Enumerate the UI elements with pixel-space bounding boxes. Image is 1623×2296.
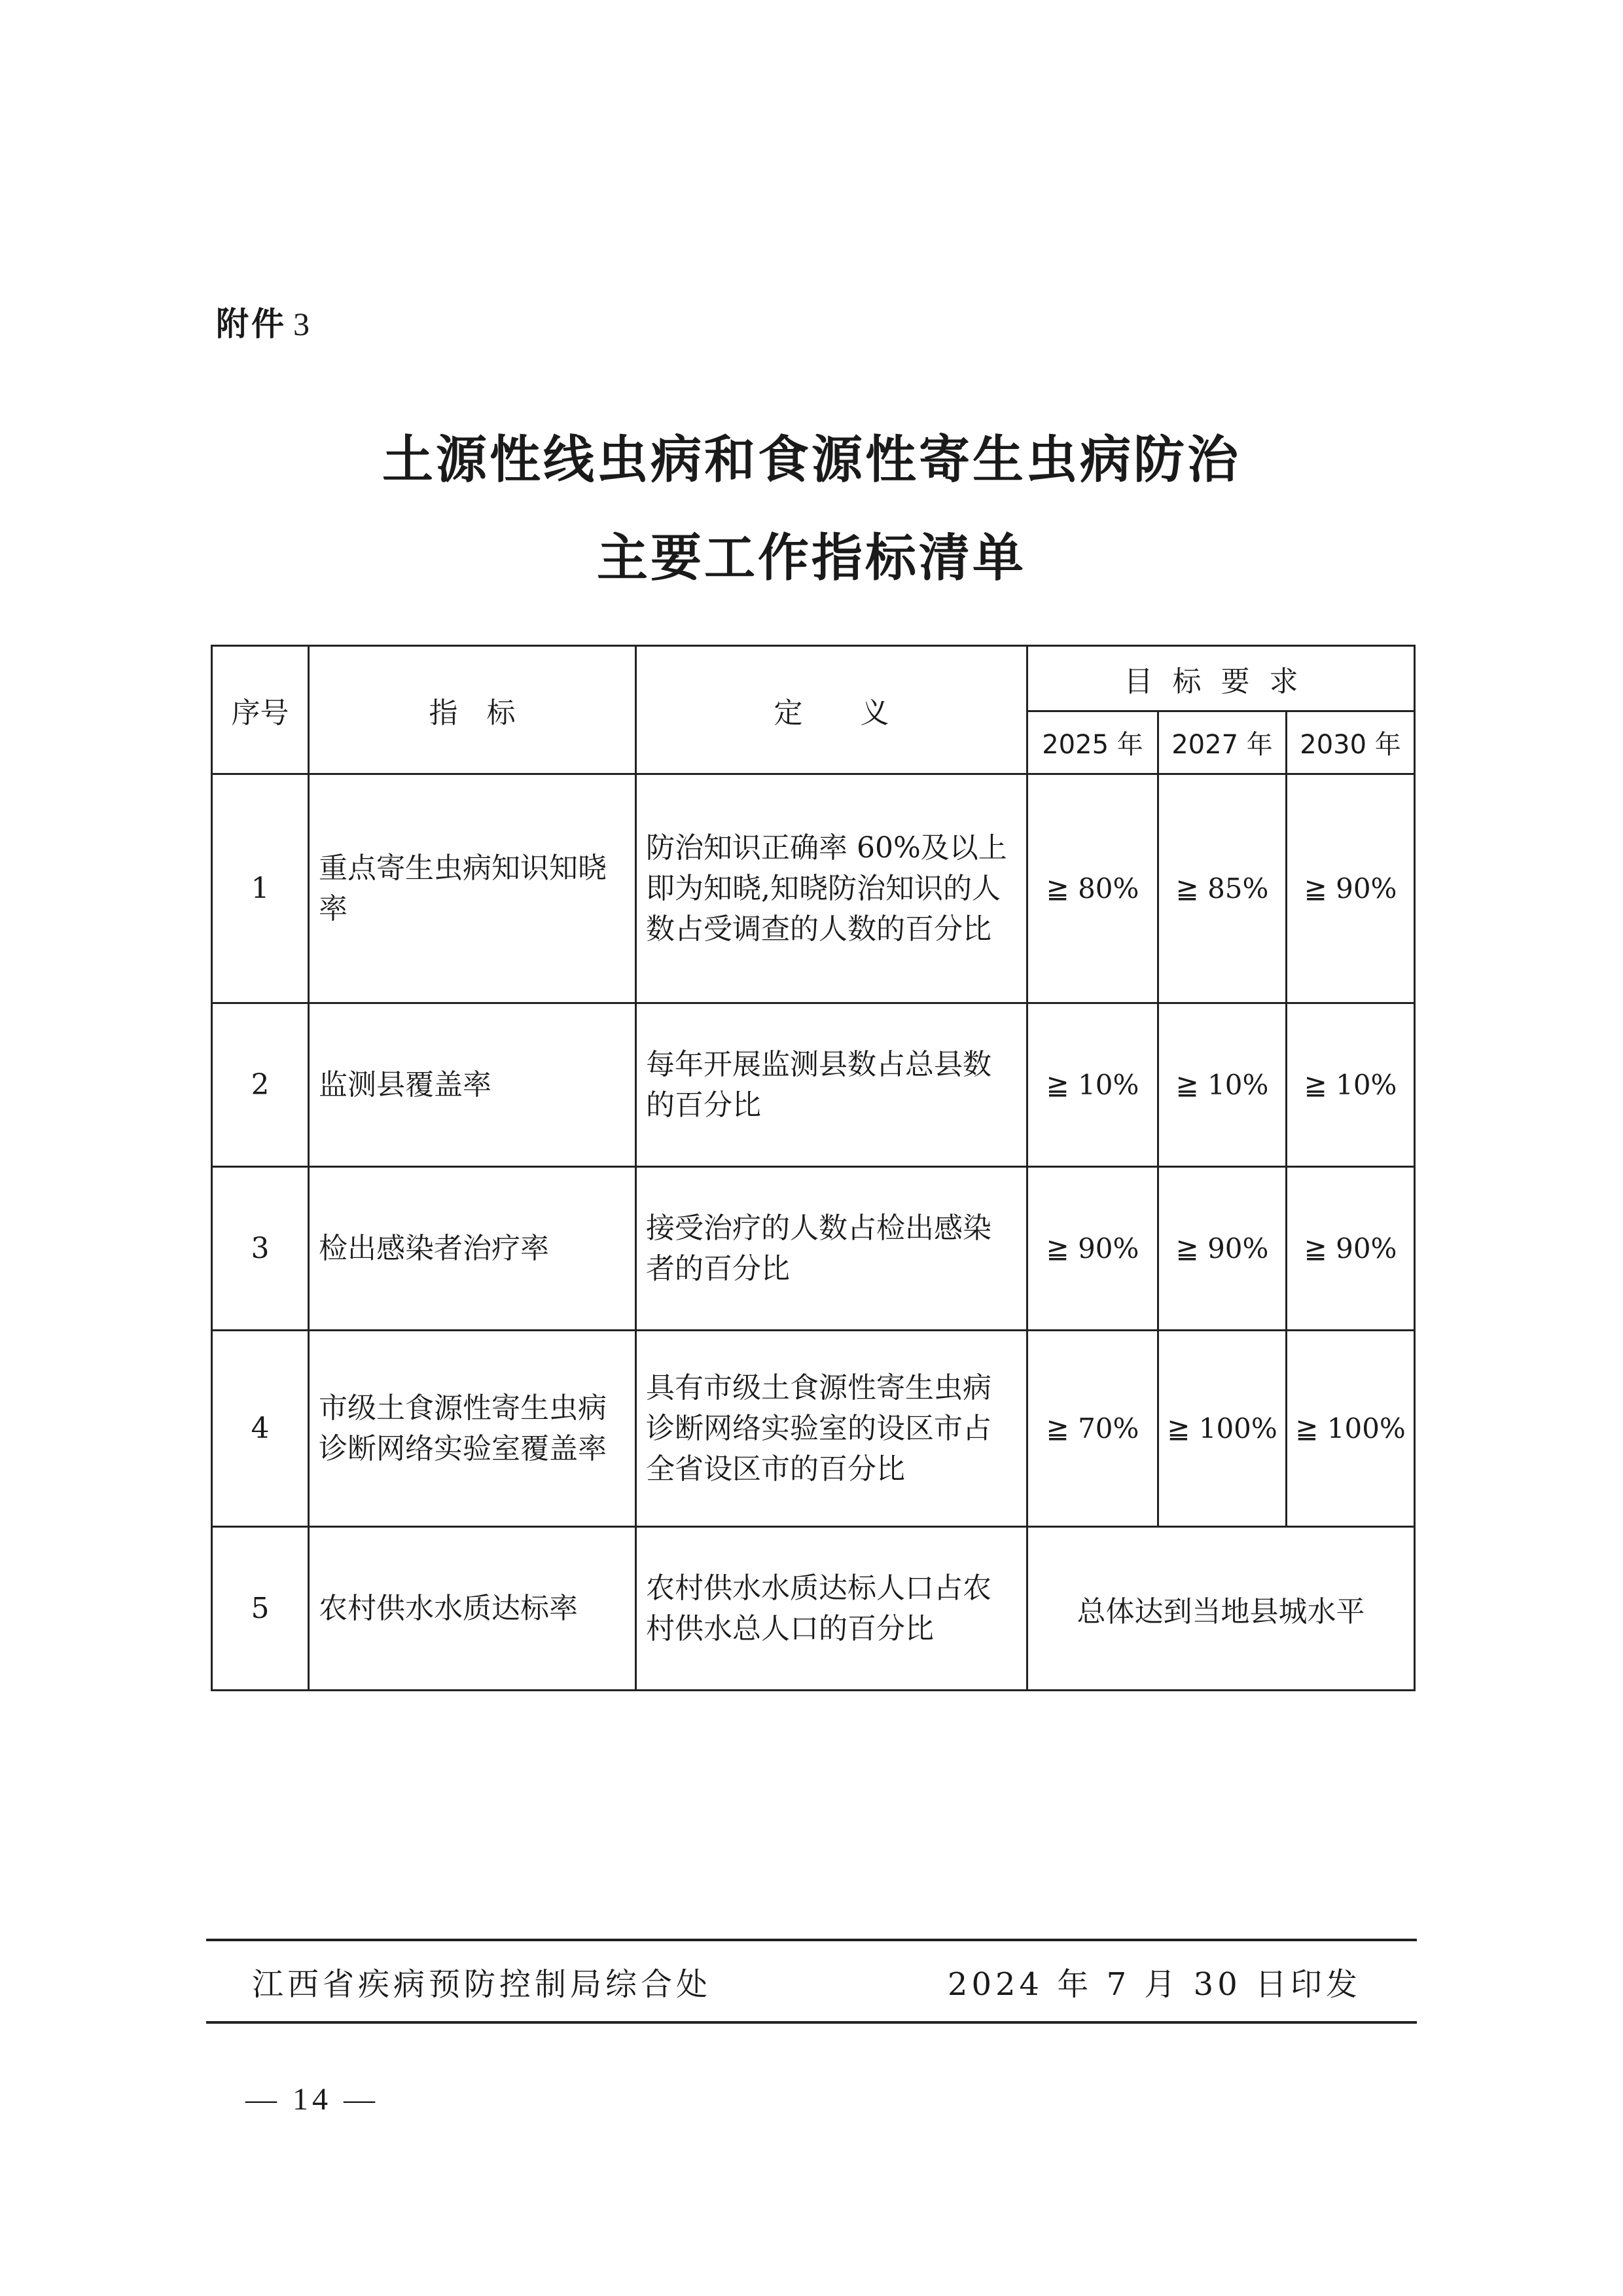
- row-target-2025: ≧ 10%: [1027, 1003, 1158, 1167]
- row-target-2030: ≧ 90%: [1287, 1167, 1415, 1331]
- table-row: [212, 1527, 1415, 1691]
- row-seq: 2: [212, 1003, 309, 1167]
- row-indicator: 农村供水水质达标率: [309, 1527, 636, 1691]
- row-definition: 具有市级土食源性寄生虫病诊断网络实验室的设区市占全省设区市的百分比: [636, 1331, 1027, 1527]
- footer-top-rule: [206, 1939, 1417, 1941]
- header-indicator: 指 标: [309, 646, 636, 774]
- attachment-label-text: 附件: [216, 305, 287, 343]
- page-number: — 14 —: [245, 2082, 379, 2117]
- row-definition: 每年开展监测县数占总县数的百分比: [636, 1003, 1027, 1167]
- footer-bottom-rule: [206, 2021, 1417, 2024]
- row-indicator: 检出感染者治疗率: [309, 1167, 636, 1331]
- row-definition: 农村供水水质达标人口占农村供水总人口的百分比: [636, 1527, 1027, 1691]
- row-definition: 接受治疗的人数占检出感染者的百分比: [636, 1167, 1027, 1331]
- header-definition: 定 义: [636, 646, 1027, 774]
- document-title-line-2: 主要工作指标清单: [596, 529, 1026, 588]
- row-target-2030: ≧ 10%: [1287, 1003, 1415, 1167]
- table-row: [212, 1003, 1415, 1167]
- document-title-line-1: 土源性线虫病和食源性寄生虫病防治: [382, 431, 1241, 490]
- row-target-2030: ≧ 90%: [1287, 774, 1415, 1003]
- attachment-number: 3: [293, 306, 312, 342]
- row-indicator: 重点寄生虫病知识知晓率: [309, 774, 636, 1003]
- table-row: [212, 774, 1415, 1003]
- row-definition: 防治知识正确率 60%及以上即为知晓,知晓防治知识的人数占受调查的人数的百分比: [636, 774, 1027, 1003]
- row-target-2025: ≧ 80%: [1027, 774, 1158, 1003]
- row-target-2027: ≧ 85%: [1158, 774, 1287, 1003]
- indicator-table: [211, 645, 1416, 1691]
- table-row: [212, 1331, 1415, 1527]
- row-target-merged: 总体达到当地县城水平: [1027, 1527, 1415, 1691]
- header-year-2025: 2025 年: [1027, 711, 1158, 774]
- row-target-2027: ≧ 90%: [1158, 1167, 1287, 1331]
- row-target-2027: ≧ 10%: [1158, 1003, 1287, 1167]
- footer-date: 2024 年 7 月 30 日印发: [947, 1966, 1361, 2003]
- row-seq: 5: [212, 1527, 309, 1691]
- header-targets: 目标要求: [1027, 646, 1415, 711]
- row-target-2025: ≧ 90%: [1027, 1167, 1158, 1331]
- header-seq: 序号: [212, 646, 309, 774]
- header-year-2027: 2027 年: [1158, 711, 1287, 774]
- row-indicator: 市级土食源性寄生虫病诊断网络实验室覆盖率: [309, 1331, 636, 1527]
- row-indicator: 监测县覆盖率: [309, 1003, 636, 1167]
- footer-issuer: 江西省疾病预防控制局综合处: [252, 1966, 712, 2003]
- row-seq: 4: [212, 1331, 309, 1527]
- header-year-2030: 2030 年: [1287, 711, 1415, 774]
- attachment-label: [216, 298, 312, 345]
- row-target-2027: ≧ 100%: [1158, 1331, 1287, 1527]
- row-target-2025: ≧ 70%: [1027, 1331, 1158, 1527]
- row-seq: 1: [212, 774, 309, 1003]
- row-target-2030: ≧ 100%: [1287, 1331, 1415, 1527]
- row-seq: 3: [212, 1167, 309, 1331]
- table-row: [212, 1167, 1415, 1331]
